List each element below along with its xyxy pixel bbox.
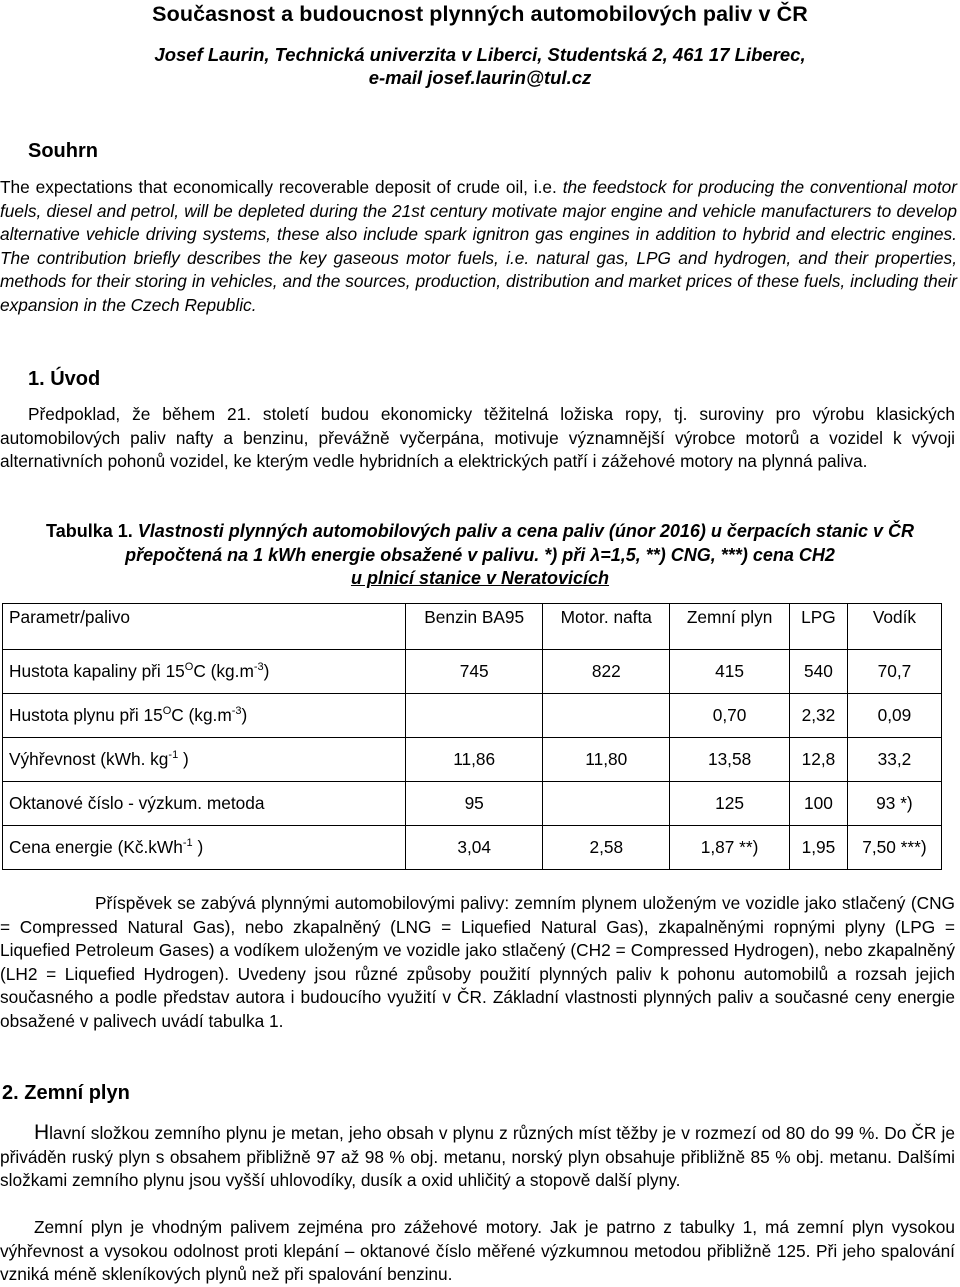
body-paragraph: Hlavní složkou zemního plynu je metan, jeho obsah v plynu z různých míst těžby je v rozmezí od 80 do 99 %. Do ČR je přiváděn ruský plyn s obsahem přibližně 97 až 98 % obj. metanu, norský plyn obsahuje přibližně 85 % obj. metanu. Dalšími složkami zemního plynu jsou vyšší uhlovodíky, dusík a oxid uhličitý a stopově další plyny. — [0, 1121, 955, 1190]
row-label: Oktanové číslo - výzkum. metoda — [3, 782, 406, 826]
table-cell: 1,87 **) — [670, 826, 790, 870]
summary-abstract — [0, 176, 957, 317]
table-cell: 1,95 — [789, 826, 847, 870]
table-cell: 12,8 — [789, 738, 847, 782]
table-cell — [543, 694, 670, 738]
abstract-text: the feedstock for producing the conventional motor fuels, diesel and petrol, will be depleted during the 21st century motivate major engine and vehicle manufacturers to develop alternative vehicle driving systems, these also include spark ignitron gas engines in addition to hybrid and electric engines. The contribution briefly describes the key gaseous motor fuels, i.e. natural gas, LPG and hydrogen, and their properties, methods for their storing in vehicles, and the sources, production, distribution and market prices of these fuels, including their expansion in the Czech Republic. — [0, 177, 958, 315]
drop-initial: H — [34, 1121, 50, 1144]
table-header-cell: Parametr/palivo — [3, 604, 406, 650]
table-cell: 7,50 ***) — [847, 826, 941, 870]
table-cell: 415 — [670, 650, 790, 694]
body-paragraph: Zemní plyn je vhodným palivem zejména pro zážehové motory. Jak je patrno z tabulky 1, má zemní plyn vysokou výhřevnost a vysokou odolnost proti klepání – oktanové číslo měřené výzkumnou metodou přibližně 125. Při jeho spalování vzniká méně skleníkových plynů než při spalování benzinu. — [0, 1217, 955, 1284]
table-cell: 70,7 — [847, 650, 941, 694]
table-cell: 33,2 — [847, 738, 941, 782]
table-cell: 93 *) — [847, 782, 941, 826]
table-header-row — [3, 604, 942, 650]
table-header-cell: Zemní plyn — [670, 604, 790, 650]
paper-title: Současnost a budoucnost plynných automobilových paliv v ČR — [152, 2, 808, 26]
table-cell: 100 — [789, 782, 847, 826]
table-cell — [406, 694, 543, 738]
table-cell: 3,04 — [406, 826, 543, 870]
table-header-cell: LPG — [789, 604, 847, 650]
table-cell: 0,70 — [670, 694, 790, 738]
table-caption-text-2: u plnicí stanice v Neratovicích — [350, 568, 610, 588]
table-caption — [0, 520, 960, 591]
table-row — [3, 738, 942, 782]
author-email: e-mail josef.laurin@tul.cz — [368, 67, 592, 88]
table-row — [3, 650, 942, 694]
abstract-lead: The expectations that economically recoverable deposit of crude oil, i.e. — [0, 177, 557, 197]
table-cell — [543, 782, 670, 826]
table-row — [3, 782, 942, 826]
table-cell: 11,86 — [406, 738, 543, 782]
table-cell: 95 — [406, 782, 543, 826]
fuel-properties-table — [2, 603, 942, 870]
row-label: Cena energie (Kč.kWh$^{-1}$ ) — [3, 826, 406, 870]
table-header-cell: Motor. nafta — [543, 604, 670, 650]
table-header-cell: Vodík — [847, 604, 941, 650]
row-label: Hustota plynu při $15^OC$ $(kg.m^{-3})$ — [3, 694, 406, 738]
author-affiliation: Josef Laurin, Technická univerzita v Liberci, Studentská 2, 461 17 Liberec, — [154, 44, 806, 65]
table-row — [3, 694, 942, 738]
section-heading-uvod: 1. Úvod — [28, 368, 101, 390]
table-cell: 125 — [670, 782, 790, 826]
intro-paragraph: Předpoklad, že během 21. století budou ekonomicky těžitelná ložiska ropy, tj. suroviny pro výrobu klasických automobilových paliv nafty a benzinu, převážně vyčerpána, motivuje významnější výrobce motorů a vozidel k vývoji alternativních pohonů vozidel, ke kterým vedle hybridních a elektrických patří i zážehové motory na plynná paliva. — [0, 404, 955, 471]
body-paragraph: Příspěvek se zabývá plynnými automobilovými palivy: zemním plynem uloženým ve vozidle jako stlačený (CNG = Compressed Natural Gas), nebo zkapalněný (LNG = Liquefied Natural Gas), zkapalněnými ropnými plyny (LPG = Liquefied Petroleum Gases) a vodíkem uloženým ve vozidle jako stlačený (CH2 = Compressed Hydrogen), nebo zkapalněný (LH2 = Liquefied Hydrogen). Uvedeny jsou různé způsoby použití plynných paliv k pohonu automobilů a rozsah jejich současného a podle představ autora i budoucího využití v ČR. Základní vlastnosti plynných paliv a současné ceny energie obsažené v palivech uvádí tabulka 1. — [0, 893, 955, 1031]
table-caption-text: Vlastnosti plynných automobilových paliv a cena paliv (únor 2016) u čerpacích stanic v ČR přepočtená na 1 kWh energie obsažené v palivu. *) při λ=1,5, **) CNG, ***) cena CH2 — [125, 521, 914, 565]
row-label: Výhřevnost (kWh. $kg^{-1}$ ) — [3, 738, 406, 782]
summary-heading: Souhrn — [28, 140, 98, 162]
table-cell: 822 — [543, 650, 670, 694]
table-cell: 745 — [406, 650, 543, 694]
table-cell: 0,09 — [847, 694, 941, 738]
table-caption-label: Tabulka 1. — [46, 521, 133, 541]
table-cell: 540 — [789, 650, 847, 694]
section-heading-zemni-plyn: 2. Zemní plyn — [2, 1082, 130, 1104]
table-cell: 13,58 — [670, 738, 790, 782]
table-cell: 2,32 — [789, 694, 847, 738]
table-row — [3, 826, 942, 870]
table-cell: 11,80 — [543, 738, 670, 782]
row-label: Hustota kapaliny při $15^OC$ $(kg.m^{-3})$ — [3, 650, 406, 694]
table-header-cell: Benzin BA95 — [406, 604, 543, 650]
table-cell: 2,58 — [543, 826, 670, 870]
